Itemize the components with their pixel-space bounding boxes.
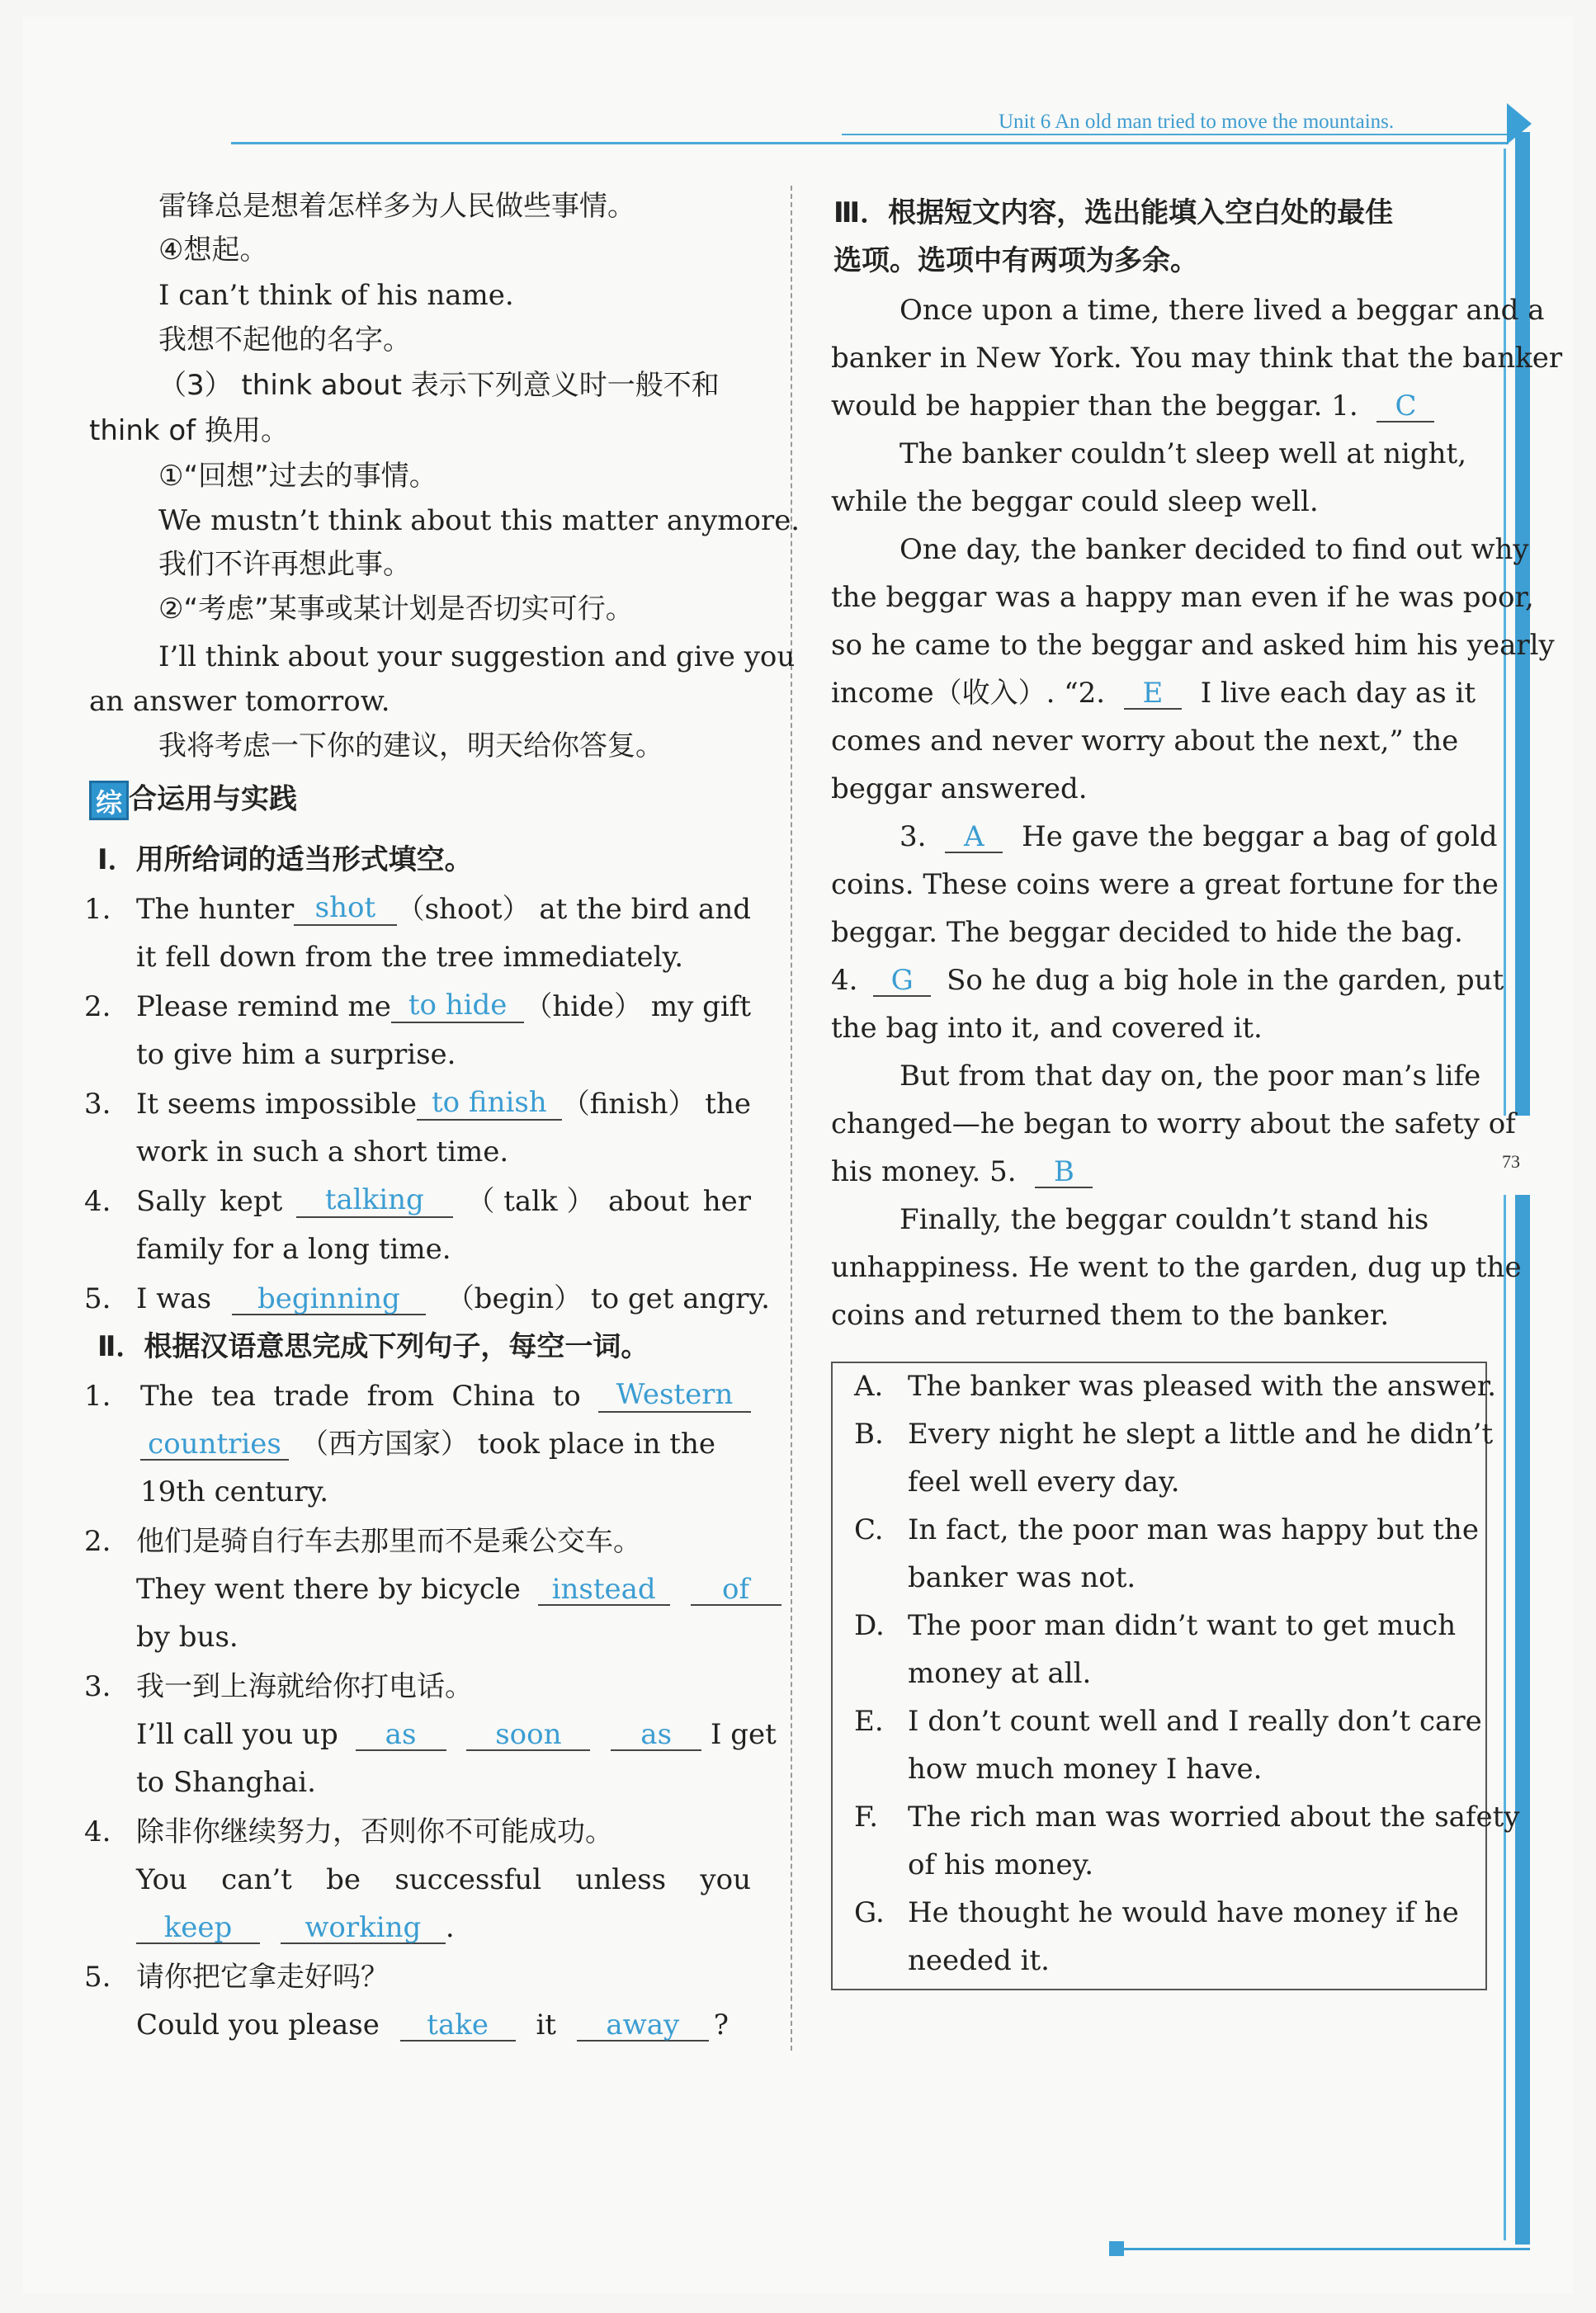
question-text: （begin） to get angry. (446, 1282, 770, 1315)
answer-blank: A (945, 822, 1003, 853)
question-text-line (136, 1911, 455, 1944)
answer-blank: soon (466, 1720, 590, 1751)
question-text: tea (210, 1380, 257, 1413)
question-text-line (136, 1573, 781, 1606)
question-chinese: 除非你继续努力，否则你不可能成功。 (136, 1815, 613, 1848)
question-text: The (140, 1380, 194, 1413)
text-line: 我们不许再想此事。 (158, 548, 411, 581)
text-line: 我将考虑一下你的建议，明天给你答复。 (158, 729, 663, 762)
passage-line (831, 1155, 1093, 1188)
question-1 (136, 893, 751, 926)
question-text: to give him a surprise. (136, 1038, 456, 1071)
option-letter: C. (854, 1513, 884, 1546)
passage-line: beggar answered. (831, 772, 1088, 805)
passage-line: One day, the banker decided to find out why (900, 533, 1529, 566)
question-text: ? (713, 2009, 730, 2042)
question-chinese: 他们是骑自行车去那里而不是乘公交车。 (136, 1525, 641, 1558)
text-line: ②“考虑”某事或某计划是否切实可行。 (158, 592, 634, 625)
passage-line: banker in New York. You may think that the banker (831, 342, 1563, 375)
question-text: （西方国家） took place in the (300, 1428, 715, 1461)
question-text: The hunter (136, 893, 295, 926)
passage-text: income（收入）. “2. (831, 677, 1106, 710)
question-number: 3. (84, 1670, 111, 1703)
option-text: The rich man was worried about the safety (908, 1801, 1520, 1834)
answer-blank: beginning (232, 1284, 426, 1315)
section-heading (89, 781, 297, 820)
question-text-line (140, 1428, 715, 1461)
text-line: ①“回想”过去的事情。 (158, 460, 437, 493)
passage-text: would be happier than the beggar. 1. (831, 389, 1358, 422)
passage-text: Once upon a time, there lived a beggar and a (900, 294, 1545, 327)
header-rule (231, 142, 1509, 144)
option-text: money at all. (908, 1657, 1092, 1690)
question-text: Could you please (136, 2009, 380, 2042)
option-letter: D. (854, 1609, 885, 1642)
text-line: ④想起。 (158, 234, 268, 267)
question-chinese: 我一到上海就给你打电话。 (136, 1670, 473, 1703)
question-text: to Shanghai. (136, 1766, 316, 1799)
passage-line: The banker couldn’t sleep well at night, (900, 437, 1467, 470)
footer-square-icon (1109, 2241, 1124, 2256)
passage-line: the bag into it, and covered it. (831, 1012, 1263, 1045)
passage-line: while the beggar could sleep well. (831, 485, 1319, 518)
question-number: 5. (84, 1282, 111, 1315)
passage-text: I live each day as it (1200, 677, 1476, 710)
question-text: Please remind me (136, 990, 391, 1023)
passage-text: 3. (900, 820, 927, 853)
text-line: think of 换用。 (89, 414, 289, 447)
option-letter: E. (854, 1705, 884, 1738)
part3-title: 选项。选项中有两项为多余。 (833, 244, 1198, 277)
question-text: be (326, 1863, 361, 1896)
passage-text: He gave the beggar a bag of gold (1022, 820, 1498, 853)
question-text: to (552, 1380, 581, 1413)
answer-blank: keep (136, 1913, 260, 1944)
question-chinese: 请你把它拿走好吗？ (136, 1961, 389, 1994)
option-text: how much money I have. (908, 1753, 1263, 1786)
answer-blank: away (577, 2010, 709, 2042)
question-4 (136, 1185, 751, 1218)
question-text: 19th century. (140, 1475, 329, 1508)
passage-line: the beggar was a happy man even if he was poor, (831, 581, 1534, 614)
section-icon: 综 (89, 781, 129, 820)
question-text: （shoot） at the bird and (396, 893, 751, 926)
question-number: 4. (84, 1815, 111, 1848)
question-number: 1. (84, 893, 111, 926)
question-text: I get (710, 1718, 777, 1751)
question-text: kept (220, 1185, 283, 1218)
answer-blank: G (873, 965, 931, 997)
question-text: . (445, 1911, 455, 1944)
option-text: I don’t count well and I really don’t care (908, 1705, 1482, 1738)
answer-blank: instead (538, 1574, 670, 1606)
question-text: family for a long time. (136, 1233, 451, 1266)
question-5 (136, 1282, 770, 1315)
answer-blank: take (400, 2010, 516, 2042)
header-rule-top (842, 134, 1509, 135)
answer-blank: to hide (391, 990, 525, 1023)
question-text: I was (136, 1282, 212, 1315)
passage-line: unhappiness. He went to the garden, dug up the (831, 1251, 1522, 1284)
option-letter: A. (854, 1370, 884, 1403)
question-text: （hide） my gift (524, 990, 751, 1023)
option-text: The poor man didn’t want to get much (908, 1609, 1457, 1642)
footer-rule (1121, 2248, 1530, 2250)
question-number: 5. (84, 1961, 111, 1994)
answer-blank: talking (296, 1185, 453, 1218)
passage-line: beggar. The beggar decided to hide the bag. (831, 916, 1463, 949)
passage-line: coins and returned them to the banker. (831, 1299, 1390, 1332)
option-letter: G. (854, 1896, 885, 1929)
question-text: by bus. (136, 1621, 238, 1654)
passage-line (831, 964, 1504, 997)
option-text: banker was not. (908, 1561, 1136, 1594)
option-text: feel well every day. (908, 1466, 1180, 1499)
option-text: He thought he would have money if he (908, 1896, 1459, 1929)
part2-title: Ⅱ．根据汉语意思完成下列句子，每空一词。 (97, 1330, 649, 1363)
question-text: unless (575, 1863, 667, 1896)
question-text: you (700, 1863, 751, 1896)
question-text: work in such a short time. (136, 1135, 509, 1168)
passage-text: his money. 5. (831, 1155, 1017, 1188)
passage-text: So he dug a big hole in the garden, put (947, 964, 1504, 997)
answer-blank: Western (598, 1380, 751, 1413)
question-text: it fell down from the tree immediately. (136, 941, 683, 974)
question-text: China (451, 1380, 536, 1413)
part2-question-4 (136, 1863, 751, 1896)
question-text: can’t (221, 1863, 292, 1896)
page-number: 73 (1502, 1151, 1520, 1172)
option-letter: B. (854, 1418, 884, 1451)
question-text-line (136, 1718, 777, 1751)
answer-blank: countries (140, 1429, 289, 1461)
text-line: I can’t think of his name. (158, 279, 514, 312)
question-text: from (366, 1380, 435, 1413)
question-text: her (702, 1185, 751, 1218)
answer-blank: working (281, 1913, 446, 1944)
answer-blank: B (1035, 1157, 1093, 1188)
question-text: it (536, 2009, 556, 2042)
running-header: Unit 6 An old man tried to move the mountains. (999, 111, 1395, 133)
passage-line: comes and never worry about the next,” the (831, 725, 1459, 758)
answer-blank: as (611, 1720, 701, 1751)
question-text: I’ll call you up (136, 1718, 338, 1751)
answer-blank: E (1124, 678, 1182, 710)
passage-line: But from that day on, the poor man’s life (900, 1060, 1481, 1093)
option-text: The banker was pleased with the answer. (908, 1370, 1497, 1403)
question-text: trade (273, 1380, 350, 1413)
question-text: （ talk ） (466, 1185, 595, 1218)
passage-line (900, 294, 1545, 327)
passage-line: coins. These coins were a great fortune for the (831, 868, 1499, 901)
part1-title: Ⅰ．用所给词的适当形式填空。 (97, 843, 473, 876)
question-number: 1. (84, 1380, 111, 1413)
option-text: of his money. (908, 1848, 1094, 1881)
question-text: about (608, 1185, 690, 1218)
passage-line: changed—he began to worry about the safety of (831, 1107, 1516, 1140)
part3-title: Ⅲ．根据短文内容，选出能填入空白处的最佳 (833, 196, 1394, 229)
question-text: It seems impossible (136, 1088, 417, 1121)
question-text: You (136, 1863, 187, 1896)
question-text: They went there by bicycle (136, 1573, 521, 1606)
answer-blank: shot (294, 893, 396, 926)
text-line: an answer tomorrow. (89, 685, 390, 718)
passage-line (831, 389, 1434, 422)
option-text: In fact, the poor man was happy but the (908, 1513, 1479, 1546)
question-number: 2. (84, 990, 111, 1023)
text-line: （3） think about 表示下列意义时一般不和 (158, 369, 720, 402)
text-line: 我想不起他的名字。 (158, 323, 411, 356)
option-text: needed it. (908, 1944, 1050, 1977)
question-3 (136, 1088, 751, 1121)
question-2 (136, 990, 751, 1023)
text-line: I’ll think about your suggestion and give you (158, 640, 796, 673)
question-text-line (136, 2009, 729, 2042)
question-text: Sally (136, 1185, 206, 1218)
text-line: We mustn’t think about this matter anymore. (158, 504, 800, 537)
question-number: 4. (84, 1185, 111, 1218)
answer-blank: to finish (417, 1088, 562, 1121)
answer-blank: as (356, 1720, 446, 1751)
column-divider (791, 186, 792, 2051)
answer-blank: of (691, 1574, 781, 1606)
text-line: 雷锋总是想着怎样多为人民做些事情。 (158, 190, 635, 223)
passage-line: Finally, the beggar couldn’t stand his (900, 1203, 1429, 1236)
passage-line (900, 820, 1497, 853)
answer-blank: C (1376, 391, 1434, 422)
question-number: 3. (84, 1088, 111, 1121)
question-number: 2. (84, 1525, 111, 1558)
section-title: 合运用与实践 (129, 782, 297, 816)
option-letter: F. (854, 1801, 879, 1834)
part2-question-1 (140, 1380, 751, 1413)
question-text: successful (394, 1863, 542, 1896)
passage-text: 4. (831, 964, 858, 997)
question-text: （finish） the (561, 1088, 751, 1121)
passage-line: so he came to the beggar and asked him his yearly (831, 629, 1555, 662)
option-text: Every night he slept a little and he didn’t (908, 1418, 1494, 1451)
passage-line (831, 677, 1476, 710)
